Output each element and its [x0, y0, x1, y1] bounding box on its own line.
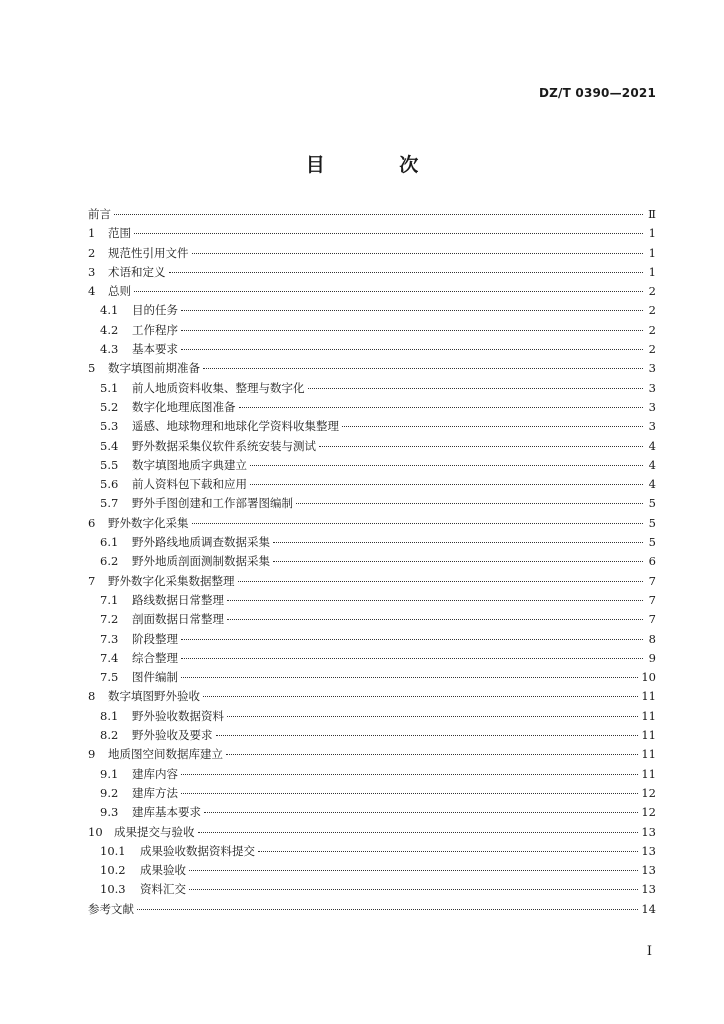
toc-entry-number: 9.2 — [100, 785, 119, 800]
dot-leader — [227, 600, 643, 601]
toc-entry-page: 11 — [641, 689, 656, 704]
dot-leader — [342, 426, 643, 427]
toc-entry-title: 建库内容 — [132, 766, 178, 781]
toc-entry-page: 13 — [641, 863, 656, 878]
toc-entry-page: 5 — [648, 535, 656, 550]
toc-entry-title: 野外手图创建和工作部署图编制 — [132, 496, 293, 511]
toc-entry-page: 5 — [648, 496, 656, 511]
toc-entry-number: 5.4 — [100, 438, 119, 453]
toc-entry-number: 10 — [88, 824, 103, 839]
toc-entry-number: 6 — [88, 515, 96, 530]
toc-title: 目 次 — [305, 154, 453, 176]
dot-leader — [273, 542, 643, 543]
dot-leader — [181, 310, 643, 311]
toc-entry-number: 9.3 — [100, 805, 119, 820]
toc-entry — [88, 784, 656, 803]
toc-entry-title: 数字填图前期准备 — [108, 361, 200, 376]
toc-entry-number: 7.4 — [100, 650, 119, 665]
toc-entry-number: 5.7 — [100, 496, 119, 511]
toc-entry-number: 5.3 — [100, 419, 119, 434]
toc-entry-number: 7.3 — [100, 631, 119, 646]
toc-entry-page: 1 — [648, 226, 656, 241]
toc-entry — [88, 765, 656, 784]
toc-entry-number: 5.5 — [100, 457, 119, 472]
dot-leader — [226, 754, 638, 755]
toc-entry — [88, 359, 656, 378]
toc-entry-title: 建库方法 — [132, 785, 178, 800]
dot-leader — [296, 503, 643, 504]
dot-leader — [273, 561, 643, 562]
toc-entry-page: 3 — [648, 361, 656, 376]
toc-entry — [88, 552, 656, 571]
toc-entry-number: 8 — [88, 689, 96, 704]
toc-entry-title: 路线数据日常整理 — [132, 592, 224, 607]
dot-leader — [203, 696, 638, 697]
toc-entry-title: 野外地质剖面测制数据采集 — [132, 554, 270, 569]
dot-leader — [258, 851, 638, 852]
toc-entry-page: 2 — [648, 284, 656, 299]
dot-leader — [227, 716, 638, 717]
dot-leader — [181, 639, 643, 640]
dot-leader — [308, 388, 644, 389]
toc-entry — [88, 687, 656, 706]
dot-leader — [181, 677, 638, 678]
dot-leader — [319, 446, 643, 447]
toc-entry — [88, 437, 656, 456]
toc-entry-page: 13 — [641, 882, 656, 897]
toc-entry-page: 5 — [648, 515, 656, 530]
toc-entry-number: 4.1 — [100, 303, 119, 318]
toc-entry-number: 10.1 — [100, 843, 126, 858]
dot-leader — [239, 407, 644, 408]
dot-leader — [181, 774, 638, 775]
toc-entry — [88, 224, 656, 243]
toc-entry-page: 4 — [648, 438, 656, 453]
toc-entry-number: 4.3 — [100, 342, 119, 357]
toc-entry — [88, 649, 656, 668]
toc-entry — [88, 379, 656, 398]
toc-entry — [88, 823, 656, 842]
toc-entry-page: 8 — [648, 631, 656, 646]
toc-entry — [88, 745, 656, 764]
toc-entry — [88, 861, 656, 880]
toc-entry — [88, 803, 656, 822]
toc-entry-title: 图件编制 — [132, 670, 178, 685]
toc-entry-title: 资料汇交 — [140, 882, 186, 897]
dot-leader — [169, 272, 644, 273]
toc-entry-title: 野外验收数据资料 — [132, 708, 224, 723]
dot-leader — [198, 832, 639, 833]
toc-entry — [88, 301, 656, 320]
toc-entry-page: 13 — [641, 843, 656, 858]
toc-entry-title: 工作程序 — [132, 322, 178, 337]
toc-entry-title: 野外数据采集仪软件系统安装与测试 — [132, 438, 316, 453]
toc-entry-title: 目的任务 — [132, 303, 178, 318]
toc-entry-page: 2 — [648, 342, 656, 357]
dot-leader — [181, 658, 643, 659]
toc-entry-title: 成果验收 — [140, 863, 186, 878]
toc-entry-page: Ⅱ — [648, 207, 656, 221]
toc-entry-page: 2 — [648, 303, 656, 318]
dot-leader — [134, 233, 643, 234]
toc-entry-number: 7.5 — [100, 670, 119, 685]
toc-entry — [88, 630, 656, 649]
toc-entry-title: 野外数字化采集 — [108, 515, 189, 530]
dot-leader — [216, 735, 639, 736]
toc-entry-number: 4.2 — [100, 322, 119, 337]
toc-entry-page: 3 — [648, 399, 656, 414]
dot-leader — [189, 889, 638, 890]
toc-entry — [88, 610, 656, 629]
toc-entry — [88, 417, 656, 436]
toc-entry-page: 3 — [648, 419, 656, 434]
toc-entry-title: 野外数字化采集数据整理 — [108, 573, 235, 588]
dot-leader — [227, 619, 643, 620]
toc-entry-number: 1 — [88, 226, 96, 241]
toc-entry — [88, 321, 656, 340]
dot-leader — [181, 330, 643, 331]
dot-leader — [137, 909, 638, 910]
toc-entry — [88, 533, 656, 552]
toc-entry-page: 3 — [648, 380, 656, 395]
toc-entry-title: 数字填图地质字典建立 — [132, 457, 247, 472]
toc-entry-title: 数字化地理底图准备 — [132, 399, 236, 414]
toc-entry — [88, 726, 656, 745]
toc-entry — [88, 263, 656, 282]
dot-leader — [189, 870, 638, 871]
toc-entry-title: 野外路线地质调查数据采集 — [132, 535, 270, 550]
toc-entry — [88, 494, 656, 513]
toc-entry-title: 术语和定义 — [108, 264, 166, 279]
toc-entry — [88, 282, 656, 301]
toc-entry-title: 规范性引用文件 — [108, 245, 189, 260]
toc-entry — [88, 842, 656, 861]
toc-entry-title: 建库基本要求 — [132, 805, 201, 820]
toc-entry-page: 11 — [641, 708, 656, 723]
toc-entry-number: 9 — [88, 747, 96, 762]
toc-entry — [88, 880, 656, 899]
toc-entry-title: 成果验收数据资料提交 — [140, 843, 255, 858]
toc-entry-page: 9 — [648, 650, 656, 665]
toc-entry-number: 6.1 — [100, 535, 119, 550]
toc-entry-number: 5.2 — [100, 399, 119, 414]
dot-leader — [203, 368, 643, 369]
toc-entry-number: 10.3 — [100, 882, 126, 897]
toc-entry-page: 13 — [641, 824, 656, 839]
toc-entry-page: 2 — [648, 322, 656, 337]
footer-page-number: I — [646, 944, 652, 959]
toc-entry-title: 范围 — [108, 226, 131, 241]
toc-entry-page: 10 — [641, 670, 656, 685]
toc-entry-page: 4 — [648, 477, 656, 492]
toc-entry-page: 7 — [648, 573, 656, 588]
toc-entry — [88, 668, 656, 687]
toc-entry — [88, 900, 656, 919]
toc-entry — [88, 398, 656, 417]
dot-leader — [181, 793, 638, 794]
toc-entry-number: 7 — [88, 573, 96, 588]
toc-entry-title: 前人资料包下载和应用 — [132, 477, 247, 492]
dot-leader — [192, 523, 644, 524]
toc-entry-number: 5.1 — [100, 380, 119, 395]
toc-entry-title: 成果提交与验收 — [114, 824, 195, 839]
toc-entry-page: 1 — [648, 264, 656, 279]
toc-entry-number: 7.2 — [100, 612, 119, 627]
toc-entry-page: 12 — [641, 805, 656, 820]
toc-entry-page: 1 — [648, 245, 656, 260]
toc-entry-title: 野外验收及要求 — [132, 728, 213, 743]
toc-entry-title: 数字填图野外验收 — [108, 689, 200, 704]
dot-leader — [250, 484, 643, 485]
toc-entry-number: 10.2 — [100, 863, 126, 878]
toc-entry-page: 11 — [641, 747, 656, 762]
dot-leader — [238, 581, 644, 582]
toc-entry — [88, 340, 656, 359]
dot-leader — [114, 214, 643, 215]
toc-entry-title: 总则 — [108, 284, 131, 299]
toc-entry-page: 11 — [641, 728, 656, 743]
toc-entry-number: 8.1 — [100, 708, 119, 723]
dot-leader — [204, 812, 638, 813]
toc-entry-number: 4 — [88, 284, 96, 299]
document-code: DZ/T 0390—2021 — [538, 86, 656, 100]
toc-entry-title: 基本要求 — [132, 342, 178, 357]
toc-entry-title: 阶段整理 — [132, 631, 178, 646]
table-of-contents — [88, 205, 656, 919]
toc-entry-page: 11 — [641, 766, 656, 781]
toc-entry-title: 综合整理 — [132, 650, 178, 665]
dot-leader — [192, 253, 644, 254]
toc-entry-number: 6.2 — [100, 554, 119, 569]
toc-entry-page: 12 — [641, 785, 656, 800]
toc-entry-page: 7 — [648, 592, 656, 607]
toc-entry-number: 5 — [88, 361, 96, 376]
toc-entry — [88, 707, 656, 726]
toc-entry-page: 14 — [641, 901, 656, 916]
toc-entry-number: 2 — [88, 245, 96, 260]
toc-entry-number: 9.1 — [100, 766, 119, 781]
toc-entry — [88, 244, 656, 263]
toc-entry-number: 5.6 — [100, 477, 119, 492]
toc-entry — [88, 591, 656, 610]
toc-entry-title: 前人地质资料收集、整理与数字化 — [132, 380, 305, 395]
toc-entry-title: 遥感、地球物理和地球化学资料收集整理 — [132, 419, 339, 434]
toc-entry-page: 4 — [648, 457, 656, 472]
toc-entry — [88, 572, 656, 591]
dot-leader — [250, 465, 643, 466]
toc-entry — [88, 514, 656, 533]
toc-entry-number: 8.2 — [100, 728, 119, 743]
toc-entry — [88, 456, 656, 475]
toc-entry-number: 3 — [88, 264, 96, 279]
toc-entry-title: 参考文献 — [88, 901, 134, 916]
toc-entry-title: 前言 — [88, 207, 111, 221]
toc-entry-page: 6 — [648, 554, 656, 569]
toc-entry-number: 7.1 — [100, 592, 119, 607]
dot-leader — [134, 291, 643, 292]
toc-entry — [88, 475, 656, 494]
toc-entry — [88, 205, 656, 224]
dot-leader — [181, 349, 643, 350]
toc-entry-title: 地质图空间数据库建立 — [108, 747, 223, 762]
toc-entry-page: 7 — [648, 612, 656, 627]
toc-entry-title: 剖面数据日常整理 — [132, 612, 224, 627]
